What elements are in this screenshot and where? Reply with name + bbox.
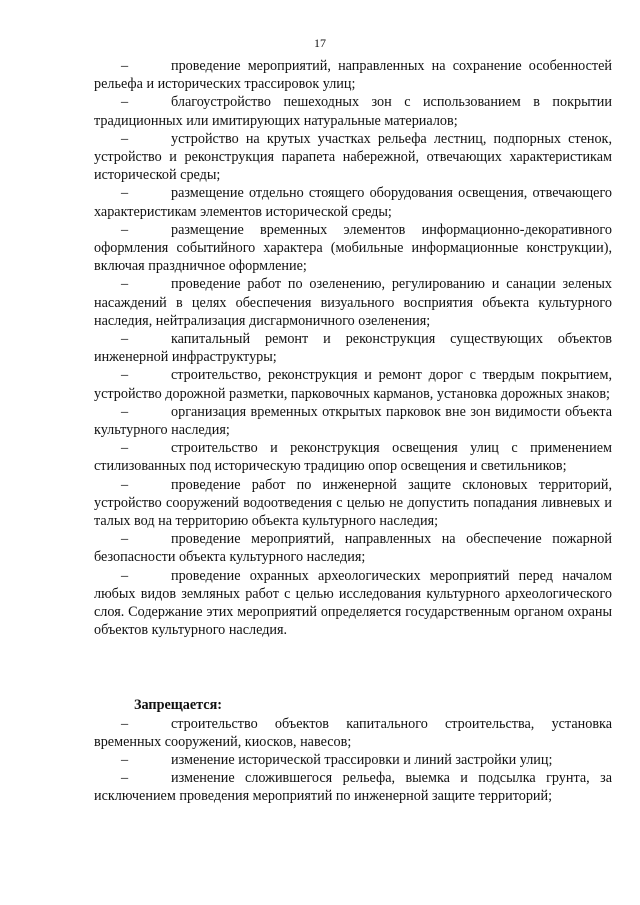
dash-bullet: – bbox=[121, 715, 129, 732]
list-item-text: изменение сложившегося рельефа, выемка и подсылка грунта, за исключением проведения мероприятий по инженерной защите территорий; bbox=[94, 770, 612, 805]
list-item-text: проведение работ по инженерной защите склоновых территорий, устройство сооружений водоотведения с целью не допустить попадания ливневых и талых вод на территорию объекта культурного наследия; bbox=[94, 476, 612, 530]
dash-bullet: – bbox=[121, 770, 129, 787]
section-spacer bbox=[94, 640, 612, 696]
dash-bullet: – bbox=[121, 440, 129, 457]
list-item-text: проведение охранных археологических мероприятий перед началом любых видов земляных работ с целью исследования культурного археологического слоя. Содержание этих мероприятий определяется государственным органом охраны объектов культурного наследия. bbox=[94, 567, 612, 639]
list-item bbox=[94, 530, 612, 566]
list-item-text: проведение мероприятий, направленных на обеспечение пожарной безопасности объекта культурного наследия; bbox=[94, 531, 612, 566]
dash-bullet: – bbox=[121, 221, 129, 238]
list-item-text: организация временных открытых парковок вне зон видимости объекта культурного наследия; bbox=[94, 403, 612, 439]
list-item-text: капитальный ремонт и реконструкция существующих объектов инженерной инфраструктуры; bbox=[94, 331, 612, 366]
section-heading-prohibited: Запрещается: bbox=[134, 696, 222, 713]
list-item-text: благоустройство пешеходных зон с использованием в покрытии традиционных или имитирующих натуральные материалов; bbox=[94, 94, 612, 129]
list-item bbox=[94, 403, 612, 439]
list-item-text: размещение временных элементов информационно-декоративного оформления событийного характера (мобильные информационные конструкции), включая праздничное оформление; bbox=[94, 221, 612, 275]
document-body bbox=[94, 57, 612, 806]
list-item bbox=[94, 439, 612, 475]
list-item-text: строительство и реконструкция освещения улиц с применением стилизованных под историческую традицию опор освещения и светильников; bbox=[94, 440, 612, 475]
dash-bullet: – bbox=[121, 130, 129, 147]
dash-bullet: – bbox=[121, 567, 129, 584]
list-item bbox=[94, 221, 612, 276]
list-item bbox=[94, 57, 612, 93]
list-item bbox=[94, 330, 612, 366]
list-item-text: устройство на крутых участках рельефа лестниц, подпорных стенок, устройство и реконструкция парапета набережной, отвечающих характеристикам исторической среды; bbox=[94, 130, 612, 184]
dash-bullet: – bbox=[121, 367, 129, 384]
dash-bullet: – bbox=[121, 531, 129, 548]
dash-bullet: – bbox=[121, 58, 129, 74]
dash-bullet: – bbox=[121, 185, 129, 202]
list-item bbox=[94, 567, 612, 640]
dash-bullet: – bbox=[121, 276, 129, 293]
list-item bbox=[94, 184, 612, 220]
dash-bullet: – bbox=[121, 331, 129, 348]
allowed-list bbox=[94, 57, 612, 640]
list-item bbox=[94, 751, 612, 769]
prohibited-list bbox=[94, 715, 612, 806]
list-item bbox=[94, 366, 612, 402]
dash-bullet: – bbox=[121, 403, 129, 420]
list-item-text: изменение исторической трассировки и линий застройки улиц; bbox=[171, 751, 553, 768]
list-item bbox=[94, 93, 612, 129]
list-item bbox=[94, 476, 612, 531]
list-item-text: строительство объектов капитального строительства, установка временных сооружений, киосков, навесов; bbox=[94, 715, 612, 750]
list-item-text: проведение работ по озеленению, регулированию и санации зеленых насаждений в целях обеспечения визуального восприятия объекта культурного наследия, нейтрализация дисгармоничного озеленения; bbox=[94, 276, 612, 329]
dash-bullet: – bbox=[121, 751, 129, 768]
dash-bullet: – bbox=[121, 476, 129, 493]
list-item-text: строительство, реконструкция и ремонт дорог с твердым покрытием, устройство дорожной разметки, парковочных карманов, установка дорожных знаков; bbox=[94, 367, 612, 402]
list-item bbox=[94, 769, 612, 805]
list-item bbox=[94, 275, 612, 330]
dash-bullet: – bbox=[121, 94, 129, 111]
list-item bbox=[94, 130, 612, 185]
list-item-text: размещение отдельно стоящего оборудования освещения, отвечающего характеристикам элементов исторической среды; bbox=[94, 185, 612, 220]
list-item bbox=[94, 715, 612, 751]
list-item-text: проведение мероприятий, направленных на сохранение особенностей рельефа и исторических трассировок улиц; bbox=[94, 58, 612, 93]
page-number: 17 bbox=[314, 36, 326, 50]
